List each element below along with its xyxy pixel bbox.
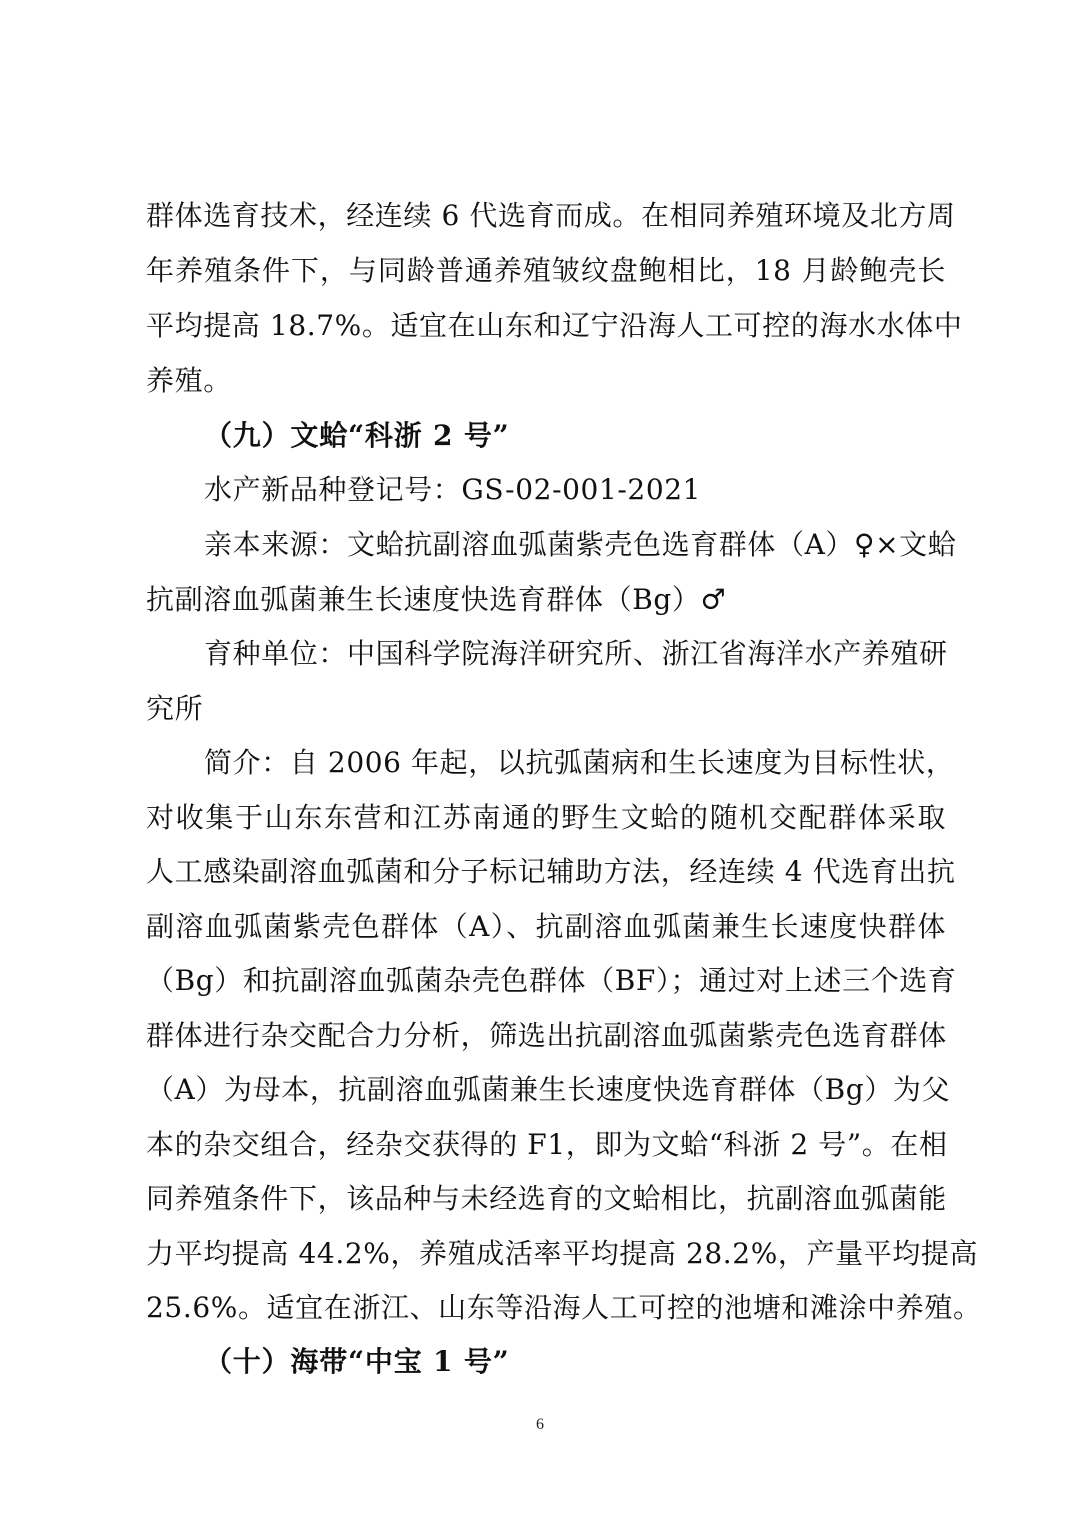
introduction-line-1: 简介：自 2006 年起，以抗弧菌病和生长速度为目标性状， [204,746,955,779]
introduction-line-3: 人工感染副溶血弧菌和分子标记辅助方法，经连续 4 代选育出抗 [146,855,956,888]
introduction-line-10: 力平均提高 44.2%，养殖成活率平均提高 28.2%，产量平均提高 [146,1237,979,1270]
section-9-heading: （九）文蛤“科浙 2 号” [204,419,510,452]
introduction-line-11: 25.6%。适宜在浙江、山东等沿海人工可控的池塘和滩涂中养殖。 [146,1291,982,1324]
parent-source-line-1: 亲本来源：文蛤抗副溶血弧菌紫壳色选育群体（A）♀×文蛤 [204,528,957,561]
introduction-line-8: 本的杂交组合，经杂交获得的 F1，即为文蛤“科浙 2 号”。在相 [146,1128,948,1161]
continued-paragraph-line-1: 群体选育技术，经连续 6 代选育而成。在相同养殖环境及北方周 [146,199,956,232]
registration-number: 水产新品种登记号：GS-02-001-2021 [204,473,702,506]
introduction-line-6: 群体进行杂交配合力分析，筛选出抗副溶血弧菌紫壳色选育群体 [146,1019,947,1052]
introduction-line-2: 对收集于山东东营和江苏南通的野生文蛤的随机交配群体采取 [146,801,946,834]
introduction-line-4: 副溶血弧菌紫壳色群体（A）、抗副溶血弧菌兼生长速度快群体 [146,910,946,943]
introduction-line-5: （Bg）和抗副溶血弧菌杂壳色群体（BF）；通过对上述三个选育 [146,964,957,997]
section-10-heading: （十）海带“中宝 1 号” [204,1345,510,1378]
continued-paragraph-line-3: 平均提高 18.7%。适宜在山东和辽宁沿海人工可控的海水水体中 [146,309,963,342]
breeding-unit-line-1: 育种单位：中国科学院海洋研究所、浙江省海洋水产养殖研 [204,637,948,670]
introduction-line-7: （A）为母本，抗副溶血弧菌兼生长速度快选育群体（Bg）为父 [146,1073,951,1106]
parent-source-line-2: 抗副溶血弧菌兼生长速度快选育群体（Bg）♂ [146,583,727,616]
introduction-line-9: 同养殖条件下，该品种与未经选育的文蛤相比，抗副溶血弧菌能 [146,1182,947,1215]
page-number: 6 [536,1416,544,1433]
continued-paragraph-line-2: 年养殖条件下，与同龄普通养殖皱纹盘鲍相比，18 月龄鲍壳长 [146,254,946,287]
continued-paragraph-line-4: 养殖。 [146,364,232,397]
breeding-unit-line-2: 究所 [146,692,204,725]
